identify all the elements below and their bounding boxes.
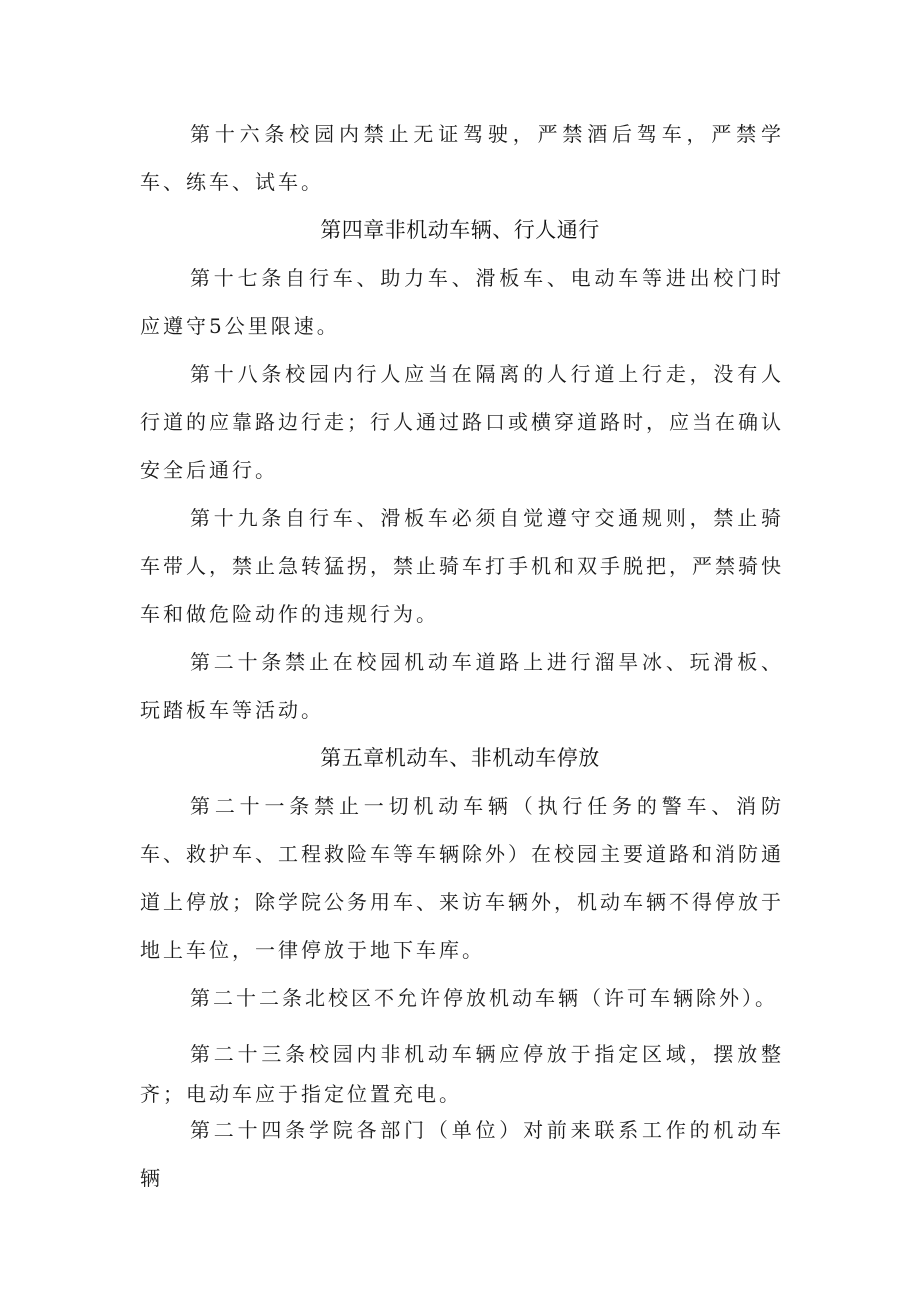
article-22: 第二十二条北校区不允许停放机动车辆（许可车辆除外）。: [190, 986, 778, 1010]
article-23: 第二十三条校园内非机动车辆应停放于指定区域，摆放整齐；电动车应于指定位置充电。: [140, 1042, 784, 1106]
article-19: 第十九条自行车、滑板车必须自觉遵守交通规则，禁止骑车带人，禁止急转猛拐，禁止骑车打手机和双手脱把，严禁骑快车和做危险动作的违规行为。: [140, 506, 784, 626]
article-20: 第二十条禁止在校园机动车道路上进行溜旱冰、玩滑板、玩踏板车等活动。: [140, 650, 784, 722]
chapter-4-heading: 第四章非机动车辆、行人通行: [320, 218, 600, 242]
article-16: 第十六条校园内禁止无证驾驶，严禁酒后驾车，严禁学车、练车、试车。: [140, 122, 784, 194]
article-17: 第十七条自行车、助力车、滑板车、电动车等进出校门时应遵守5公里限速。: [140, 266, 784, 338]
chapter-5-heading: 第五章机动车、非机动车停放: [320, 746, 600, 770]
article-18: 第十八条校园内行人应当在隔离的人行道上行走，没有人行道的应靠路边行走；行人通过路口或横穿道路时，应当在确认安全后通行。: [140, 362, 784, 482]
article-21: 第二十一条禁止一切机动车辆（执行任务的警车、消防车、救护车、工程救险车等车辆除外）在校园主要道路和消防通道上停放；除学院公务用车、来访车辆外，机动车辆不得停放于地上车位，一律停放于地下车库。: [140, 794, 784, 962]
article-24: 第二十四条学院各部门（单位）对前来联系工作的机动车辆: [140, 1118, 784, 1190]
